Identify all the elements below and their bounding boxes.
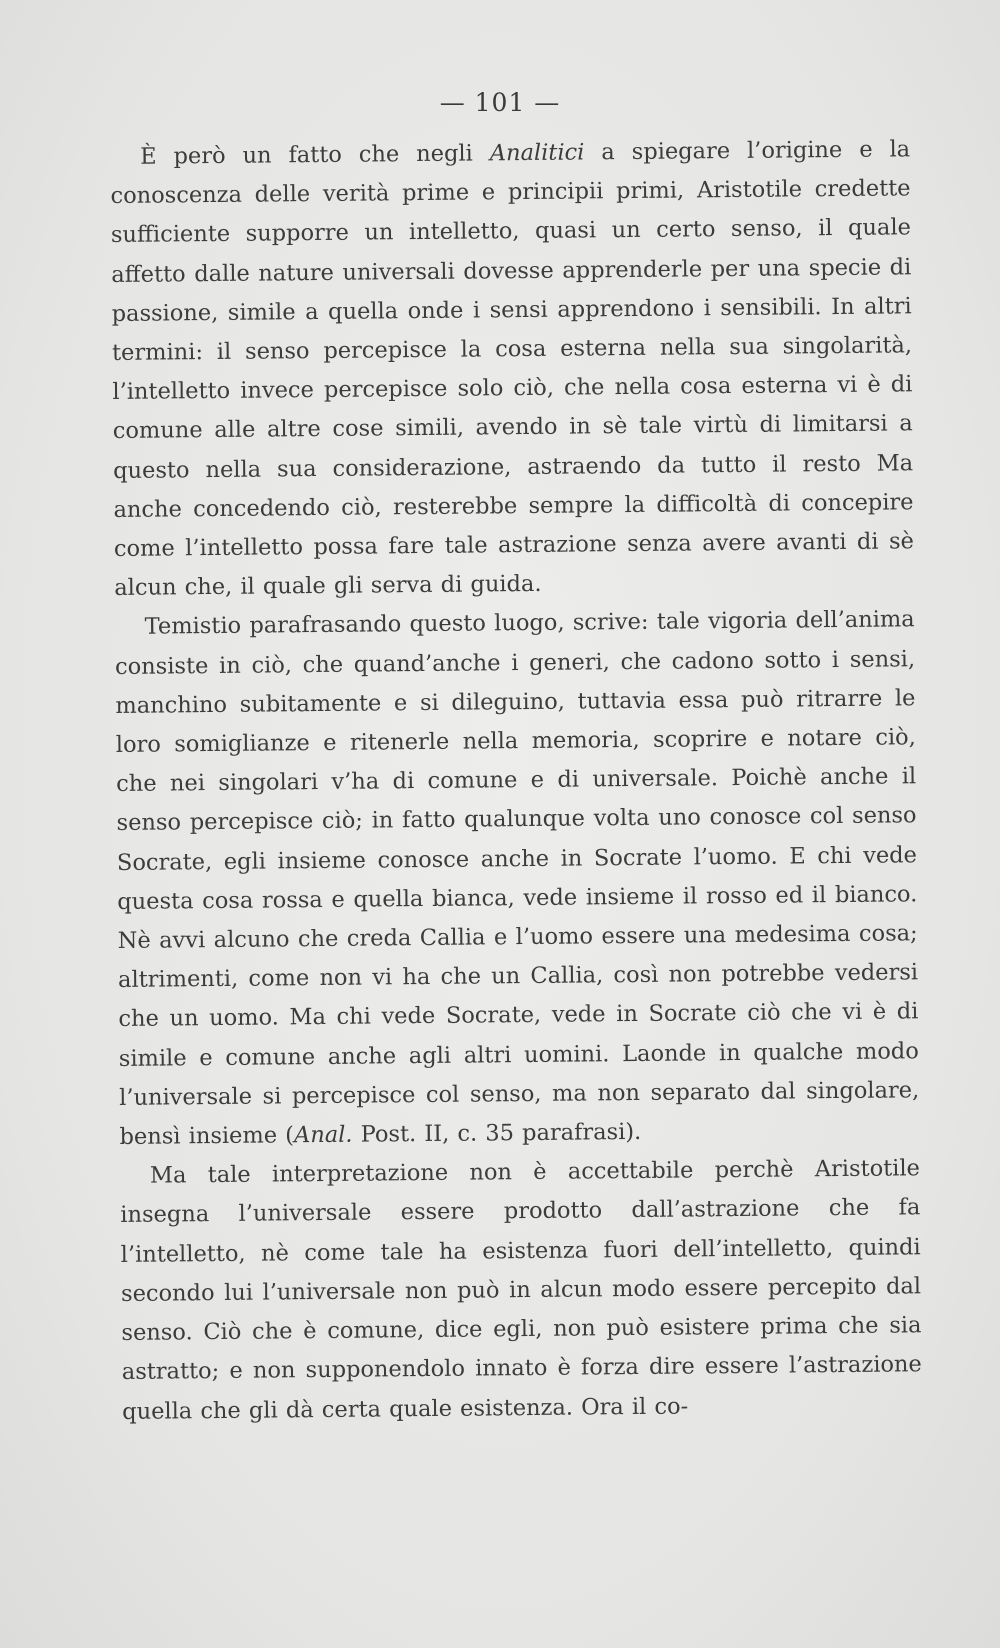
- paragraph-text: a spiegare l’origine e la conoscenza delle verità prime e principii primi, Aristotile credette sufficiente supporre un intelletto, quasi un certo senso, il quale affetto dalle nature universali dovesse apprenderle per una specie di passione, simile a quella onde i sensi apprendono i sensibili. In altri termini: il senso percepisce la cosa esterna nella sua singolarità, l’intelletto invece percepisce solo ciò, che nella cosa esterna vi è di comune alle altre cose simili, avendo in sè tale virtù di limitarsi a questo nella sua considerazione, astraendo da tutto il resto Ma anche concedendo ciò, resterebbe sempre la difficoltà di concepire come l’intelletto possa fare tale astrazione senza avere avanti di sè alcun che, il quale gli serva di guida.: [110, 136, 915, 602]
- paragraph-text: Post. II, c. 35 parafrasi).: [352, 1119, 642, 1148]
- paragraph-text: Temistio parafrasando questo luogo, scrive: tale vigoria dell’anima consiste in ciò, che quand’anche i generi, che cadono sotto i sensi, manchino subitamente e si dileguino, tuttavia essa può ritrarre le loro somiglianze e ritenerle nella memoria, scoprire e notare ciò, che nei singolari v’ha di comune e di universale. Poichè anche il senso percepisce ciò; in fatto qualunque volta uno conosce col senso Socrate, egli insieme conosce anche in Socrate l’uomo. E chi vede questa cosa rossa e quella bianca, vede insieme il rosso ed il bianco. Nè avvi alcuno che creda Callia e l’uomo essere una medesima cosa; altrimenti, come non vi ha che un Callia, così non potrebbe vedersi che un uomo. Ma chi vede Socrate, vede in Socrate ciò che vi è di simile e comune anche agli altri uomini. Laonde in qualche modo l’universale si percepisce col senso, ma non separato dal singolare, bensì insieme (: [114, 606, 920, 1151]
- paragraph: [120, 1150, 923, 1432]
- italic-text: Analitici: [489, 139, 585, 167]
- italic-text: Anal.: [293, 1121, 353, 1149]
- paragraph-text: È però un fatto che negli: [140, 140, 490, 170]
- paragraph: [115, 601, 920, 1157]
- body-text: [110, 130, 922, 1431]
- paragraph: [110, 130, 914, 608]
- paragraph-text: Ma tale interpretazione non è accettabile perchè Aristotile insegna l’universale essere prodotto dall’astrazione che fa l’intelletto, nè come tale ha esistenza fuori dell’intelletto, quindi secondo lui l’universale non può in alcun modo essere percepito dal senso. Ciò che è comune, dice egli, non può esistere prima che sia astratto; e non supponendolo innato è forza dire essere l’astrazione quella che gli dà certa quale esistenza. Ora il co-: [120, 1155, 922, 1425]
- page-number: — 101 —: [439, 88, 561, 117]
